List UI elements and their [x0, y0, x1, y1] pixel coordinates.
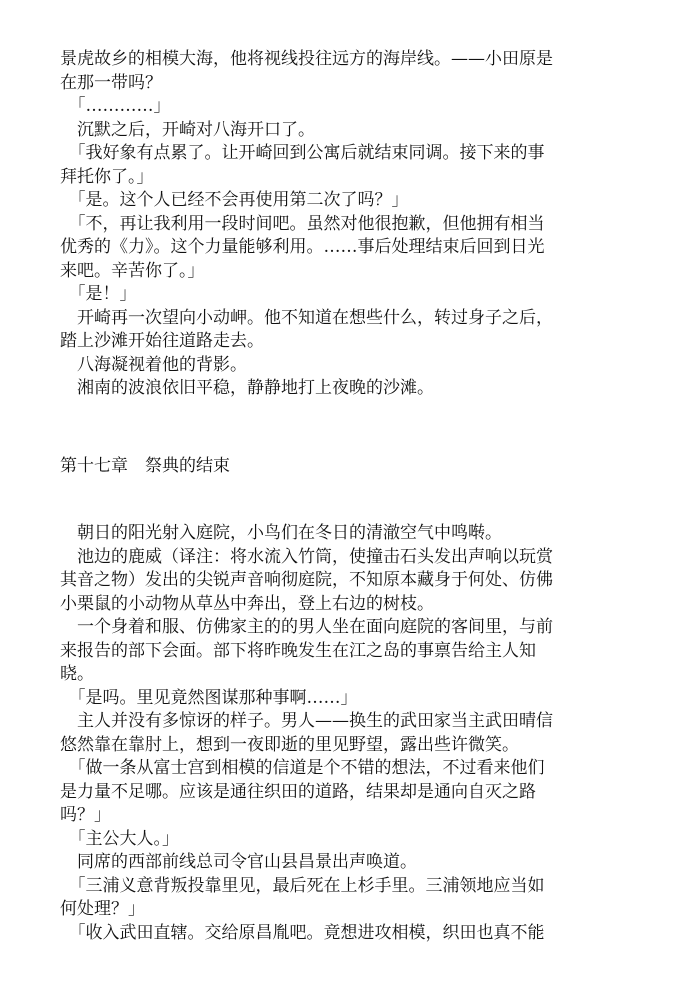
paragraph [60, 213, 640, 284]
paragraph [60, 687, 640, 711]
text-line: 「是。这个人已经不会再使用第二次了吗？」 [60, 190, 409, 210]
text-line: 「我好象有点累了。让开崎回到公寓后就结束同调。接下来的事 [60, 143, 545, 163]
paragraph [60, 851, 640, 875]
chapter-title: 第十七章 祭典的结束 [60, 456, 230, 476]
paragraph [60, 757, 640, 828]
paragraph [60, 546, 640, 617]
paragraph [60, 119, 640, 143]
paragraph [60, 95, 640, 119]
text-line: 其音之物）发出的尖锐声音响彻庭院，不知原本藏身于何处、仿佛 [60, 570, 553, 590]
text-line: 「是吗。里见竟然图谋那种事啊……」 [60, 687, 358, 708]
text-line: 「是！」 [60, 284, 137, 304]
text-line: 「三浦义意背叛投靠里见，最后死在上杉手里。三浦领地应当如 [60, 875, 545, 896]
text-line: 在那一带吗？ [60, 72, 162, 93]
text-line: 沉默之后，开崎对八海开口了。 [60, 119, 315, 140]
paragraph [60, 189, 640, 213]
paragraph [60, 283, 640, 307]
text-line: 主人并没有多惊讶的样子。男人——换生的武田家当主武田晴信 [60, 711, 553, 731]
text-line: 晓。 [60, 664, 94, 684]
text-line: 开崎再一次望向小动岬。他不知道在想些什么，转过身子之后， [60, 307, 553, 328]
paragraph [60, 828, 640, 852]
text-line: 湘南的波浪依旧平稳，静静地打上夜晚的沙滩。 [60, 378, 434, 398]
paragraph [60, 142, 640, 189]
text-line: 何处理？」 [60, 899, 145, 919]
text-line: 池边的鹿威（译注：将水流入竹筒，使撞击石头发出声响以玩赏 [60, 546, 553, 567]
text-line: 「主公大人。」 [60, 828, 179, 849]
paragraph [60, 875, 640, 922]
paragraph [60, 354, 640, 378]
text-line: 踏上沙滩开始往道路走去。 [60, 331, 264, 351]
text-line: 朝日的阳光射入庭院，小鸟们在冬日的清澈空气中鸣啭。 [60, 523, 502, 543]
text-line: 一个身着和服、仿佛家主的的男人坐在面向庭院的客间里，与前 [60, 617, 553, 637]
text-line: 景虎故乡的相模大海，他将视线投往远方的海岸线。——小田原是 [60, 49, 553, 69]
text-line: 来报告的部下会面。部下将昨晚发生在江之岛的事禀告给主人知 [60, 640, 536, 661]
text-line: 是力量不足哪。应该是通往织田的道路，结果却是通向自灭之路 [60, 781, 536, 802]
paragraph [60, 307, 640, 354]
paragraph [60, 48, 640, 95]
paragraph [60, 922, 640, 946]
paragraph [60, 616, 640, 687]
text-line: 拜托你了。」 [60, 166, 154, 187]
paragraph [60, 522, 640, 546]
paragraph [60, 377, 640, 401]
text-line: 小栗鼠的小动物从草丛中奔出，登上右边的树枝。 [60, 593, 434, 614]
text-line: 八海凝视着他的背影。 [60, 354, 247, 375]
text-line: 优秀的《力》。这个力量能够利用。……事后处理结束后回到日光 [60, 237, 545, 257]
text-line: 悠然靠在靠肘上，想到一夜即逝的里见野望，露出些许微笑。 [60, 734, 519, 755]
text-line: 「做一条从富士宫到相模的信道是个不错的想法，不过看来他们 [60, 758, 545, 778]
text-line: 「不，再让我利用一段时间吧。虽然对他很抱歉，但他拥有相当 [60, 213, 545, 234]
text-line: 「…………」 [60, 96, 171, 116]
text-line: 「收入武田直辖。交给原昌胤吧。竟想进攻相模，织田也真不能 [60, 922, 545, 943]
paragraph [60, 710, 640, 757]
text-line: 同席的西部前线总司令官山县昌景出声唤道。 [60, 852, 417, 872]
text-line: 吗？」 [60, 805, 111, 825]
text-line: 来吧。辛苦你了。」 [60, 260, 205, 281]
